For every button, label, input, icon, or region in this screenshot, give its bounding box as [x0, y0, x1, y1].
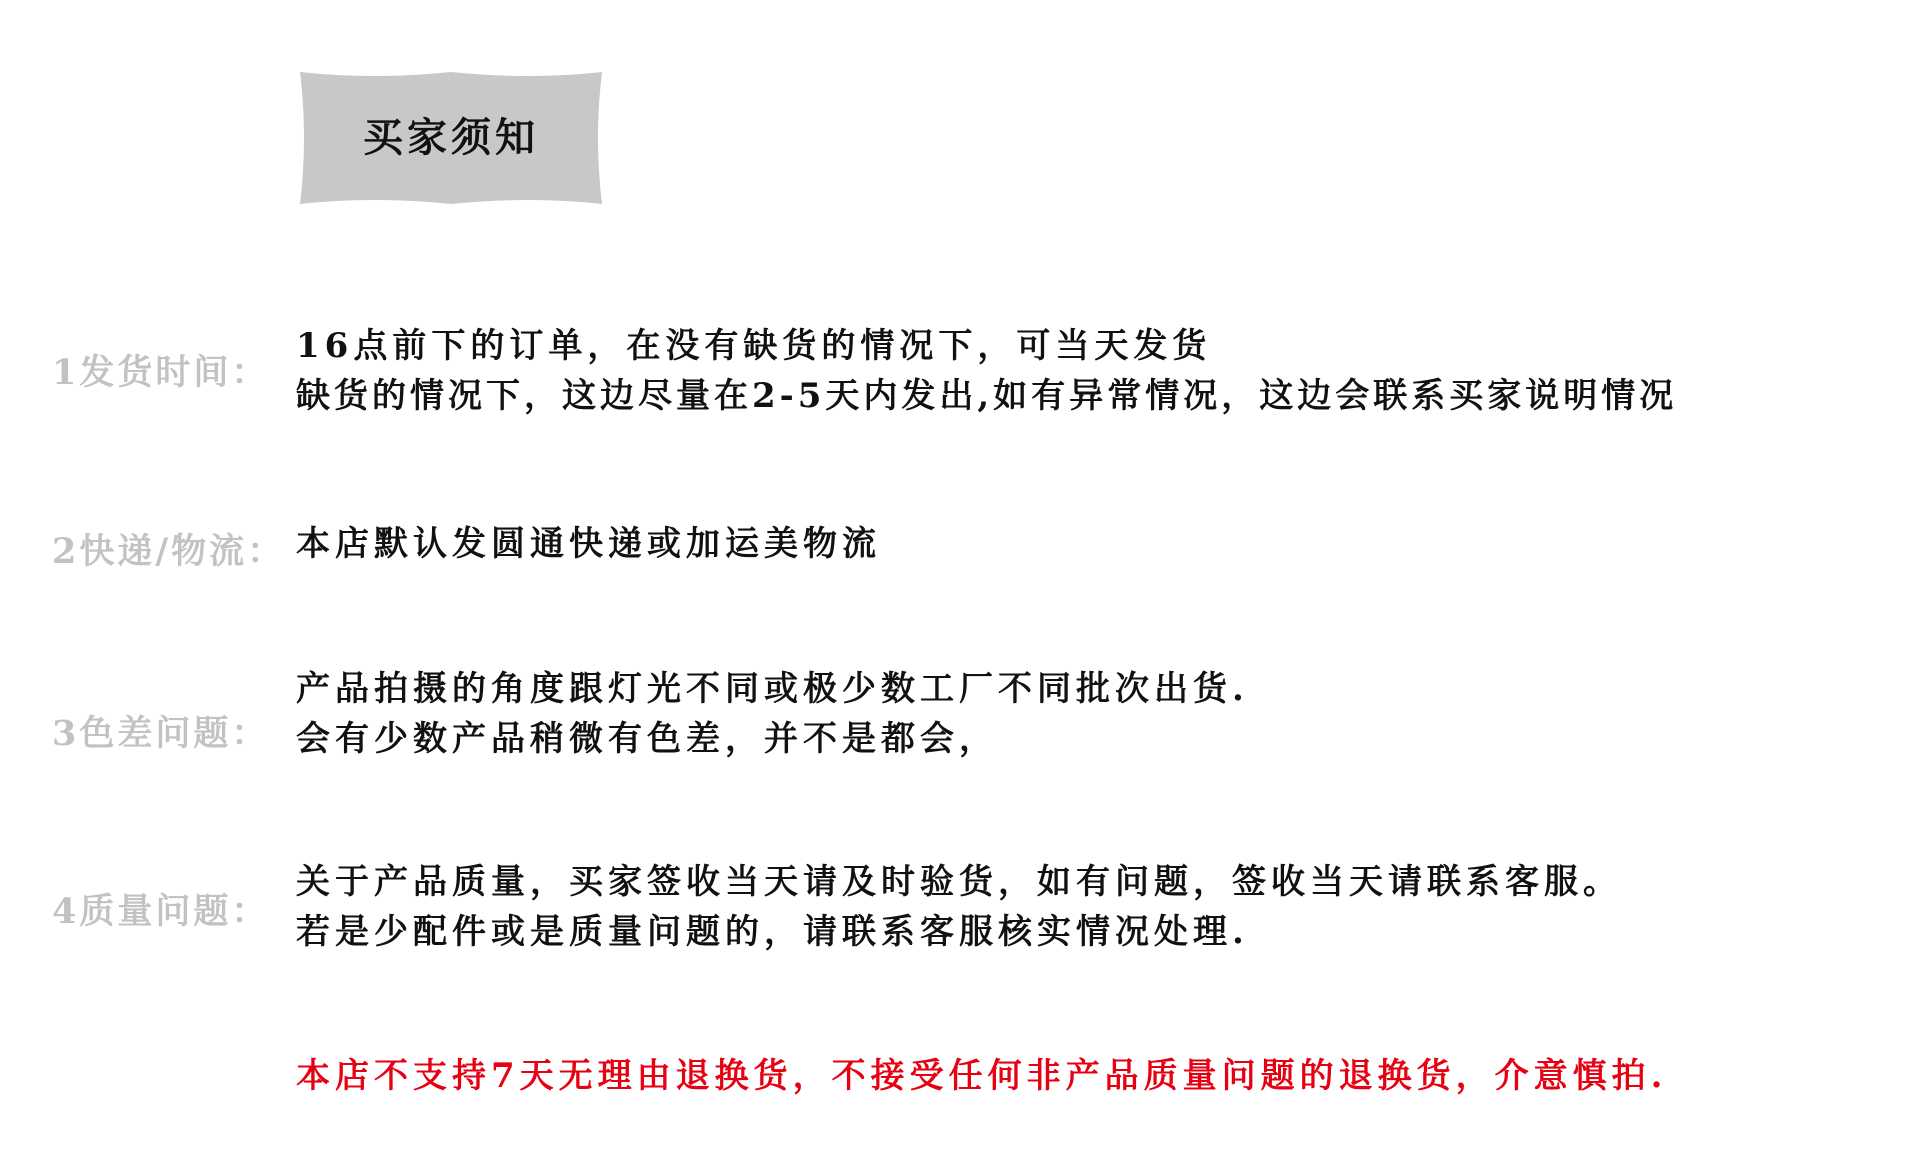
section-line: 会有少数产品稍微有色差，并不是都会， [296, 719, 998, 759]
section-label: 3色差问题： [52, 713, 270, 754]
section-line: 16点前下的订单，在没有缺货的情况下，可当天发货 [296, 326, 1212, 366]
section-label: 2快递/物流： [52, 531, 286, 572]
return-policy-notice: 本店不支持7天无理由退换货，不接受任何非产品质量问题的退换货，介意慎拍. [296, 1056, 1668, 1096]
title-badge [292, 66, 610, 210]
section-line: 若是少配件或是质量问题的，请联系客服核实情况处理. [296, 912, 1249, 952]
section-line: 本店默认发圆通快递或加运美物流 [296, 524, 881, 564]
page-title: 买家须知 [363, 114, 539, 161]
section-label: 1发货时间： [52, 352, 270, 393]
section-line: 关于产品质量，买家签收当天请及时验货，如有问题，签收当天请联系客服。 [296, 862, 1622, 902]
section-line: 缺货的情况下，这边尽量在2-5天内发出,如有异常情况，这边会联系买家说明情况 [296, 376, 1678, 416]
section-label: 4质量问题： [52, 891, 270, 932]
section-line: 产品拍摄的角度跟灯光不同或极少数工厂不同批次出货. [296, 669, 1249, 709]
